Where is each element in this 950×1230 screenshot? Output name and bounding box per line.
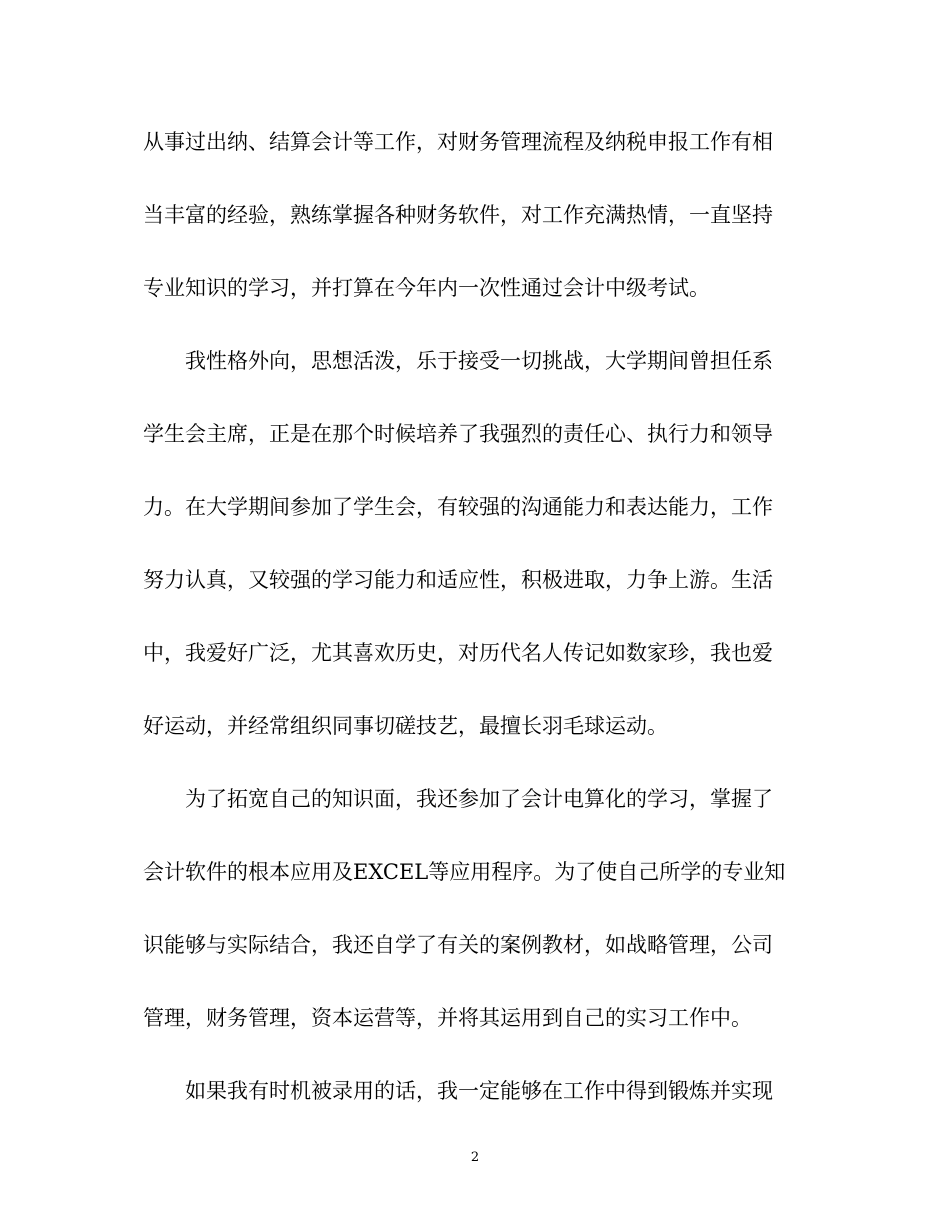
text-line: 力。在大学期间参加了学生会，有较强的沟通能力和表达能力，工作	[143, 495, 773, 519]
paragraph-first-line: 为了拓宽自己的知识面，我还参加了会计电算化的学习，掌握了	[185, 787, 773, 811]
text-line: 中，我爱好广泛，尤其喜欢历史，对历代名人传记如数家珍，我也爱	[143, 641, 773, 665]
text-line: 从事过出纳、结算会计等工作，对财务管理流程及纳税申报工作有相	[143, 130, 773, 154]
text-line: 管理，财务管理，资本运营等，并将其运用到自己的实习工作中。	[143, 1006, 752, 1030]
text-line: 会计软件的根本应用及EXCEL等应用程序。为了使自己所学的专业知	[143, 860, 786, 884]
text-line: 好运动，并经常组织同事切磋技艺，最擅长羽毛球运动。	[143, 714, 668, 738]
text-line: 当丰富的经验，熟练掌握各种财务软件，对工作充满热情，一直坚持	[143, 203, 773, 227]
text-line: 学生会主席，正是在那个时候培养了我强烈的责任心、执行力和领导	[143, 422, 773, 446]
paragraph-first-line: 如果我有时机被录用的话，我一定能够在工作中得到锻炼并实现	[185, 1079, 773, 1103]
text-line: 努力认真，又较强的学习能力和适应性，积极进取，力争上游。生活	[143, 568, 773, 592]
page-number: 2	[470, 1150, 480, 1165]
paragraph-first-line: 我性格外向，思想活泼，乐于接受一切挑战，大学期间曾担任系	[185, 349, 773, 373]
text-line: 专业知识的学习，并打算在今年内一次性通过会计中级考试。	[143, 276, 710, 300]
text-line: 识能够与实际结合，我还自学了有关的案例教材，如战略管理，公司	[143, 933, 773, 957]
